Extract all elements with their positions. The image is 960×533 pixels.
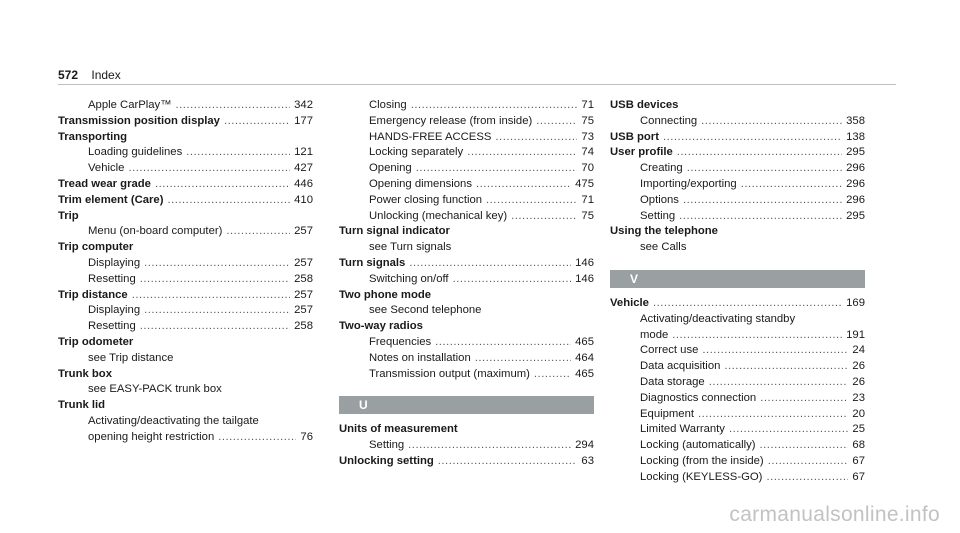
dot-leader bbox=[724, 359, 848, 375]
dot-leader bbox=[411, 98, 578, 114]
dot-leader bbox=[467, 145, 577, 161]
dot-leader bbox=[687, 161, 842, 177]
index-subentry bbox=[58, 319, 313, 335]
entry-text: Frequencies bbox=[369, 335, 432, 348]
index-subentry bbox=[58, 161, 313, 177]
index-subentry bbox=[339, 177, 594, 193]
page-reference: 446 bbox=[294, 177, 313, 190]
index-see-reference: Activating/deactivating standby bbox=[640, 312, 796, 325]
entry-text: Displaying bbox=[88, 304, 141, 317]
section-title: Index bbox=[91, 68, 121, 82]
dot-leader bbox=[486, 193, 577, 209]
page-reference: 296 bbox=[846, 177, 865, 190]
dot-leader bbox=[511, 209, 577, 225]
entry-text: Connecting bbox=[640, 114, 698, 127]
entry-text: Tread wear grade bbox=[58, 177, 151, 190]
index-subentry bbox=[610, 328, 865, 344]
dot-leader bbox=[534, 367, 571, 383]
dot-leader bbox=[476, 177, 571, 193]
index-subentry bbox=[339, 209, 594, 225]
entry-text: Turn signal indicator bbox=[339, 225, 450, 238]
page-reference: 258 bbox=[294, 320, 313, 333]
page-reference: 76 bbox=[300, 430, 313, 443]
index-entry bbox=[58, 398, 313, 414]
index-entry bbox=[339, 422, 594, 438]
entry-text: Switching on/off bbox=[369, 272, 449, 285]
dot-leader bbox=[186, 145, 290, 161]
entry-text: Using the telephone bbox=[610, 225, 718, 238]
page-reference: 294 bbox=[575, 439, 594, 452]
index-subentry bbox=[339, 367, 594, 383]
page-reference: 146 bbox=[575, 272, 594, 285]
index-subentry bbox=[58, 256, 313, 272]
page-reference: 465 bbox=[575, 367, 594, 380]
entry-text: mode bbox=[640, 328, 669, 341]
page-reference: 20 bbox=[852, 407, 865, 420]
dot-leader bbox=[132, 288, 290, 304]
page-reference: 191 bbox=[846, 328, 865, 341]
dot-leader bbox=[155, 177, 290, 193]
dot-leader bbox=[702, 343, 848, 359]
entry-text: Trip computer bbox=[58, 241, 134, 254]
index-subentry bbox=[610, 454, 865, 470]
index-subentry bbox=[339, 161, 594, 177]
dot-leader bbox=[144, 256, 290, 272]
index-see-reference: see Turn signals bbox=[369, 241, 452, 254]
index-subentry bbox=[610, 422, 865, 438]
page-header bbox=[58, 66, 896, 85]
page-reference: 257 bbox=[294, 288, 313, 301]
index-see-reference: see EASY-PACK trunk box bbox=[88, 383, 222, 396]
dot-leader bbox=[709, 375, 849, 391]
dot-leader bbox=[140, 319, 290, 335]
entry-text: Vehicle bbox=[88, 162, 125, 175]
index-subentry bbox=[339, 193, 594, 209]
entry-text: Turn signals bbox=[339, 256, 406, 269]
dot-leader bbox=[677, 145, 842, 161]
dot-leader bbox=[167, 193, 290, 209]
page-reference: 25 bbox=[852, 423, 865, 436]
dot-leader bbox=[438, 454, 578, 470]
dot-leader bbox=[536, 114, 577, 130]
index-subentry bbox=[58, 224, 313, 240]
dot-leader bbox=[698, 407, 848, 423]
page-reference: 75 bbox=[581, 114, 594, 127]
dot-leader bbox=[435, 335, 571, 351]
entry-text: HANDS-FREE ACCESS bbox=[369, 130, 492, 143]
index-subentry bbox=[610, 391, 865, 407]
entry-text: Data storage bbox=[640, 375, 705, 388]
index-subentry bbox=[339, 98, 594, 114]
page-reference: 257 bbox=[294, 304, 313, 317]
entry-text: USB devices bbox=[610, 99, 679, 111]
watermark: carmanualsonline.info bbox=[729, 503, 940, 526]
index-letter-header: V bbox=[610, 270, 865, 288]
page-reference: 296 bbox=[846, 162, 865, 175]
entry-text: Correct use bbox=[640, 344, 699, 357]
entry-text: Data acquisition bbox=[640, 360, 721, 373]
dot-leader bbox=[701, 114, 842, 130]
index-entry bbox=[610, 98, 865, 114]
dot-leader bbox=[408, 438, 571, 454]
page-reference: 427 bbox=[294, 162, 313, 175]
entry-text: Locking (KEYLESS-GO) bbox=[640, 470, 763, 483]
page-reference: 475 bbox=[575, 177, 594, 190]
entry-text: Displaying bbox=[88, 256, 141, 269]
dot-leader bbox=[409, 256, 571, 272]
index-subentry bbox=[339, 145, 594, 161]
entry-text: Apple CarPlay™ bbox=[88, 99, 172, 111]
page-reference: 71 bbox=[581, 99, 594, 111]
index-entry bbox=[610, 296, 865, 312]
index-subentry bbox=[58, 303, 313, 319]
index-see-reference: see Calls bbox=[640, 241, 687, 254]
entry-text: Importing/exporting bbox=[640, 177, 737, 190]
index-entry bbox=[58, 288, 313, 304]
dot-leader bbox=[218, 430, 296, 446]
page-reference: 296 bbox=[846, 193, 865, 206]
index-subentry bbox=[610, 343, 865, 359]
entry-text: Units of measurement bbox=[339, 423, 458, 436]
dot-leader bbox=[144, 303, 290, 319]
entry-text: Trip distance bbox=[58, 288, 128, 301]
index-entry bbox=[58, 240, 313, 256]
page-reference: 258 bbox=[294, 272, 313, 285]
index-column-2 bbox=[339, 98, 594, 470]
entry-text: Setting bbox=[640, 209, 676, 222]
page-reference: 24 bbox=[852, 344, 865, 357]
page-reference: 410 bbox=[294, 193, 313, 206]
dot-leader bbox=[176, 98, 291, 114]
index-subentry bbox=[610, 407, 865, 423]
index-subentry bbox=[610, 438, 865, 454]
index-entry bbox=[58, 367, 313, 383]
page-reference: 67 bbox=[852, 470, 865, 483]
index-letter-header: U bbox=[339, 396, 594, 414]
index-subentry bbox=[339, 351, 594, 367]
dot-leader bbox=[760, 438, 849, 454]
index-see-reference: Activating/deactivating the tailgate bbox=[88, 414, 259, 427]
index-subentry bbox=[610, 161, 865, 177]
index-entry bbox=[610, 130, 865, 146]
index-subentry bbox=[58, 145, 313, 161]
page-reference: 146 bbox=[575, 256, 594, 269]
index-entry bbox=[58, 335, 313, 351]
index-entry bbox=[58, 130, 313, 146]
index-entry bbox=[339, 319, 594, 335]
entry-text: Trip bbox=[58, 209, 79, 222]
index-subentry bbox=[610, 359, 865, 375]
entry-text: Trim element (Care) bbox=[58, 193, 164, 206]
entry-text: Unlocking setting bbox=[339, 454, 434, 467]
entry-text: Power closing function bbox=[369, 193, 483, 206]
entry-text: Loading guidelines bbox=[88, 146, 183, 159]
entry-text: Notes on installation bbox=[369, 351, 471, 364]
dot-leader bbox=[226, 224, 290, 240]
page-reference: 75 bbox=[581, 209, 594, 222]
index-subentry bbox=[339, 114, 594, 130]
entry-text: User profile bbox=[610, 146, 673, 159]
page-reference: 74 bbox=[581, 146, 594, 159]
index-entry bbox=[339, 288, 594, 304]
index-entry bbox=[58, 209, 313, 225]
page-reference: 295 bbox=[846, 146, 865, 159]
index-subentry bbox=[58, 98, 313, 114]
entry-text: Locking (automatically) bbox=[640, 439, 756, 452]
dot-leader bbox=[663, 130, 842, 146]
dot-leader bbox=[475, 351, 571, 367]
index-subentry bbox=[610, 177, 865, 193]
index-entry bbox=[58, 114, 313, 130]
dot-leader bbox=[495, 130, 577, 146]
page-reference: 464 bbox=[575, 351, 594, 364]
entry-text: Two-way radios bbox=[339, 320, 423, 333]
index-entry bbox=[610, 224, 865, 240]
entry-text: Limited Warranty bbox=[640, 423, 725, 436]
page-reference: 63 bbox=[581, 454, 594, 467]
index-subentry bbox=[58, 272, 313, 288]
page-reference: 465 bbox=[575, 335, 594, 348]
index-subentry bbox=[339, 272, 594, 288]
index-subentry bbox=[610, 193, 865, 209]
entry-text: Equipment bbox=[640, 407, 695, 420]
index-subentry bbox=[610, 209, 865, 225]
index-see-reference: see Trip distance bbox=[88, 351, 174, 364]
dot-leader bbox=[679, 209, 842, 225]
dot-leader bbox=[128, 161, 290, 177]
page-number: 572 bbox=[58, 68, 79, 82]
entry-text: Two phone mode bbox=[339, 288, 432, 301]
entry-text: Locking (from the inside) bbox=[640, 454, 764, 467]
page-reference: 257 bbox=[294, 256, 313, 269]
index-subentry bbox=[610, 114, 865, 130]
entry-text: Transmission output (maximum) bbox=[369, 367, 530, 380]
index-entry bbox=[58, 193, 313, 209]
page-reference: 295 bbox=[846, 209, 865, 222]
page-reference: 138 bbox=[846, 130, 865, 143]
dot-leader bbox=[760, 391, 848, 407]
dot-leader bbox=[224, 114, 290, 130]
entry-text: Resetting bbox=[88, 320, 136, 333]
page-reference: 67 bbox=[852, 454, 865, 467]
page-reference: 121 bbox=[294, 146, 313, 159]
entry-text: Creating bbox=[640, 162, 683, 175]
page-reference: 358 bbox=[846, 114, 865, 127]
index-subentry bbox=[610, 470, 865, 486]
dot-leader bbox=[672, 328, 842, 344]
dot-leader bbox=[741, 177, 842, 193]
page-reference: 70 bbox=[581, 162, 594, 175]
index-subentry bbox=[339, 130, 594, 146]
index-subentry bbox=[339, 335, 594, 351]
entry-text: opening height restriction bbox=[88, 430, 215, 443]
entry-text: Emergency release (from inside) bbox=[369, 114, 533, 127]
page-reference: 26 bbox=[852, 360, 865, 373]
index-entry bbox=[339, 454, 594, 470]
page-reference: 23 bbox=[852, 391, 865, 404]
dot-leader bbox=[683, 193, 842, 209]
entry-text: Opening dimensions bbox=[369, 177, 472, 190]
index-column-1 bbox=[58, 98, 313, 446]
index-column-3 bbox=[610, 98, 865, 486]
entry-text: Locking separately bbox=[369, 146, 464, 159]
entry-text: Trunk lid bbox=[58, 399, 106, 412]
entry-text: Vehicle bbox=[610, 296, 649, 309]
dot-leader bbox=[653, 296, 842, 312]
entry-text: Setting bbox=[369, 439, 405, 452]
entry-text: Menu (on-board computer) bbox=[88, 225, 223, 238]
entry-text: Trunk box bbox=[58, 367, 112, 380]
entry-text: Diagnostics connection bbox=[640, 391, 757, 404]
index-entry bbox=[339, 224, 594, 240]
page-reference: 68 bbox=[852, 439, 865, 452]
entry-text: Unlocking (mechanical key) bbox=[369, 209, 508, 222]
index-subentry bbox=[58, 430, 313, 446]
dot-leader bbox=[140, 272, 290, 288]
index-entry bbox=[58, 177, 313, 193]
entry-text: Transporting bbox=[58, 130, 128, 143]
page-reference: 342 bbox=[294, 99, 313, 111]
page-reference: 169 bbox=[846, 296, 865, 309]
dot-leader bbox=[766, 470, 848, 486]
index-subentry bbox=[610, 375, 865, 391]
entry-text: Trip odometer bbox=[58, 335, 134, 348]
entry-text: Closing bbox=[369, 99, 407, 111]
dot-leader bbox=[416, 161, 578, 177]
index-subentry bbox=[339, 438, 594, 454]
entry-text: Options bbox=[640, 193, 679, 206]
index-entry bbox=[610, 145, 865, 161]
index-entry bbox=[339, 256, 594, 272]
dot-leader bbox=[453, 272, 572, 288]
page-reference: 177 bbox=[294, 114, 313, 127]
index-see-reference: see Second telephone bbox=[369, 304, 482, 317]
entry-text: Opening bbox=[369, 162, 412, 175]
dot-leader bbox=[768, 454, 849, 470]
page-reference: 257 bbox=[294, 225, 313, 238]
page-reference: 71 bbox=[581, 193, 594, 206]
page-reference: 26 bbox=[852, 375, 865, 388]
entry-text: Transmission position display bbox=[58, 114, 220, 127]
entry-text: Resetting bbox=[88, 272, 136, 285]
entry-text: USB port bbox=[610, 130, 659, 143]
dot-leader bbox=[729, 422, 848, 438]
page-reference: 73 bbox=[581, 130, 594, 143]
